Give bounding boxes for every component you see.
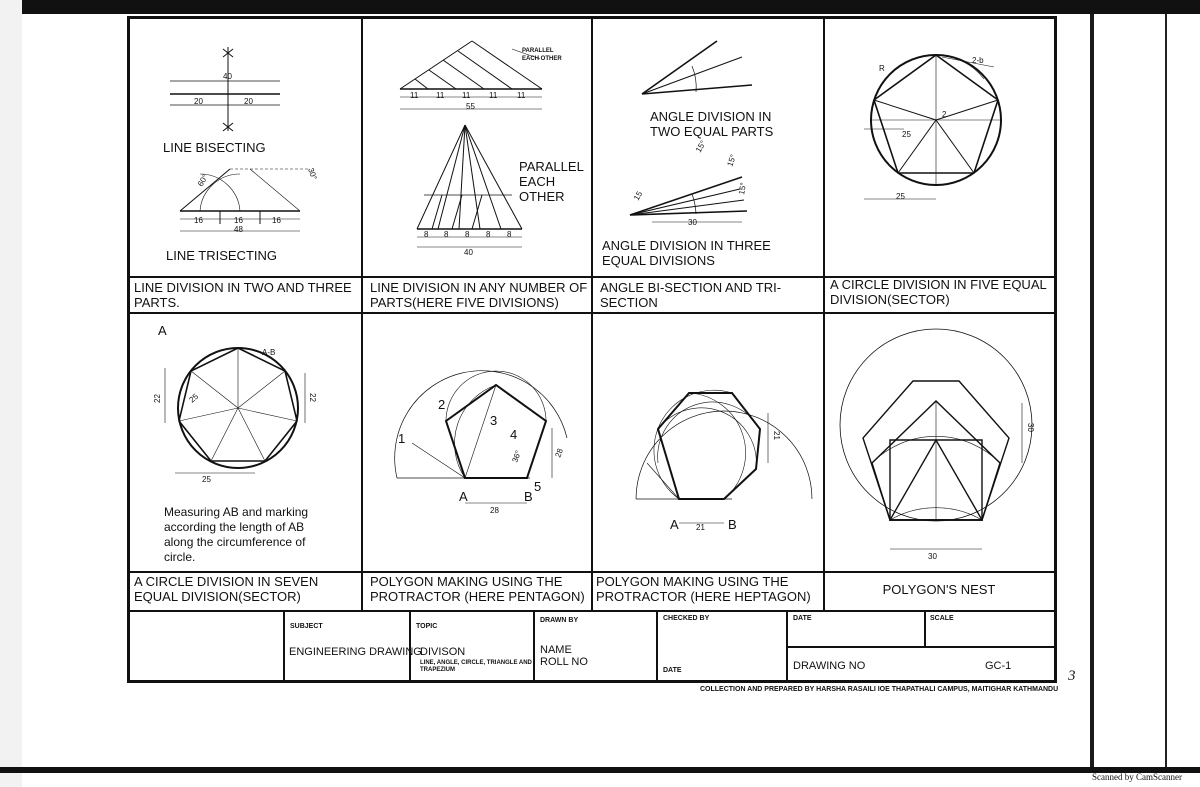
parallel-small-label: PARALLEL EACH OTHER [522,48,562,62]
date-label: DATE [793,615,812,622]
dim-16-c: 16 [272,216,281,225]
pentagon-art [362,313,592,572]
pent-point-4: 4 [510,427,518,442]
ang-15a: 15° [693,139,708,154]
scale-label: SCALE [930,615,954,622]
dim-r: R [879,64,885,73]
hept-point-b: B [728,517,737,532]
dim-2: 2 [942,110,947,119]
dim-25-inner7: 25 [187,391,201,405]
ang-30: 30 [688,218,697,227]
name-label: NAME [540,644,572,656]
caption-circle-five: A CIRCLE DIVISION IN FIVE EQUAL DIVISION(SECTOR) [830,277,1047,307]
angle-three-parts-label: ANGLE DIVISION IN THREE EQUAL DIVISIONS [602,238,771,268]
circle-five-art [824,19,1054,277]
seg-11-5: 11 [517,91,526,100]
tseg-8-5: 8 [507,230,512,239]
caption-heptagon: POLYGON MAKING USING THE PROTRACTOR (HERE HEPTAGON) [596,574,811,604]
seg-11-4: 11 [489,91,498,100]
scan-left-shadow [0,0,22,787]
binding-rule-outer [1165,14,1167,767]
drawing-no-label: DRAWING NO [793,660,866,672]
dim-25-base: 25 [896,192,905,201]
caption-pentagon: POLYGON MAKING USING THE PROTRACTOR (HERE PENTAGON) [370,574,585,604]
dim-28-base: 28 [490,506,499,515]
pent-point-1: 1 [398,431,406,446]
seg-11-2: 11 [436,91,445,100]
polygon-nest-art [824,313,1054,572]
dim-21-base: 21 [696,523,705,532]
tseg-8-1: 8 [424,230,429,239]
scan-bottom-edge [0,767,1200,773]
page-number: 3 [1068,668,1076,684]
scanner-watermark: Scanned by CamScanner [1092,772,1182,782]
binding-rule [1090,14,1094,767]
footer-credit: COLLECTION AND PREPARED BY HARSHA RASAILI IOE THAPATHALI CAMPUS, MAITIGHAR KATHMANDU [700,686,1059,693]
pent-point-b: B [524,489,533,504]
dim-30-side: 30 [1026,423,1035,432]
point-a-label: A [158,323,167,338]
pent-point-2: 2 [438,397,446,412]
dim-30-base: 30 [928,552,937,561]
roll-no-label: ROLL NO [540,656,588,668]
tseg-8-4: 8 [486,230,491,239]
caption-line-division: LINE DIVISION IN TWO AND THREE PARTS. [134,280,352,310]
ang-15d: 15 [631,189,645,202]
dim-22-left: 22 [153,394,162,403]
pent-point-5: 5 [534,479,542,494]
parallel-each-other-label: PARALLEL EACH OTHER [519,159,584,204]
dim-55: 55 [466,102,475,111]
dim-22-right: 22 [308,393,317,402]
dim-ab: A-B [262,348,276,357]
pent-point-3: 3 [490,413,498,428]
tseg-8-2: 8 [444,230,449,239]
dim-36: 36° [510,449,524,464]
dim-16-b: 16 [234,216,243,225]
date-label-checked: DATE [663,667,682,674]
dim-20-left: 20 [194,97,203,106]
caption-angle: ANGLE BI-SECTION AND TRI-SECTION [600,280,782,310]
dim-40-tri: 40 [464,248,473,257]
pent-point-a: A [459,489,468,504]
drawn-by-label: DRAWN BY [540,617,579,624]
dim-40-top: 40 [223,72,232,81]
dim-25-inner: 25 [902,130,911,139]
ang-15b: 15° [725,153,739,168]
measuring-note: Measuring AB and marking according the length of AB along the circumference of circle. [164,505,309,564]
dim-28-side: 28 [553,447,565,459]
caption-circle-seven: A CIRCLE DIVISION IN SEVEN EQUAL DIVISION(SECTOR) [134,574,319,604]
dim-16-a: 16 [194,216,203,225]
subject-label: SUBJECT [290,623,323,630]
topic-value: DIVISON [420,646,466,658]
checked-by-label: CHECKED BY [663,615,710,622]
caption-any-parts: LINE DIVISION IN ANY NUMBER OF PARTS(HERE FIVE DIVISIONS) [370,280,588,310]
subject-value: ENGINEERING DRAWING [289,646,422,658]
line-bisecting-label: LINE BISECTING [163,140,266,155]
caption-polygon-nest: POLYGON'S NEST [882,582,996,597]
dim-48: 48 [234,225,243,234]
drawing-no-value: GC-1 [985,660,1012,672]
angle-30: 30° [306,166,319,182]
dim-21-side: 21 [772,431,781,440]
heptagon-art [592,313,824,572]
drawing-sheet [127,16,1057,683]
topic-sub: LINE, ANGLE, CIRCLE, TRIANGLE AND TRAPEZIUM [420,660,532,673]
angle-two-parts-label: ANGLE DIVISION IN TWO EQUAL PARTS [650,109,774,139]
ang-15c: 15° [737,181,749,196]
line-trisecting-label: LINE TRISECTING [166,248,278,263]
hept-point-a: A [670,517,679,532]
dim-20-right: 20 [244,97,253,106]
dim-2b: 2-b [972,56,984,65]
angle-60: 60° [195,173,210,188]
scan-top-edge [0,0,1200,14]
dim-25-base7: 25 [202,475,211,484]
topic-label: TOPIC [416,623,438,630]
tseg-8-3: 8 [465,230,470,239]
seg-11-1: 11 [410,91,419,100]
seg-11-3: 11 [462,91,471,100]
